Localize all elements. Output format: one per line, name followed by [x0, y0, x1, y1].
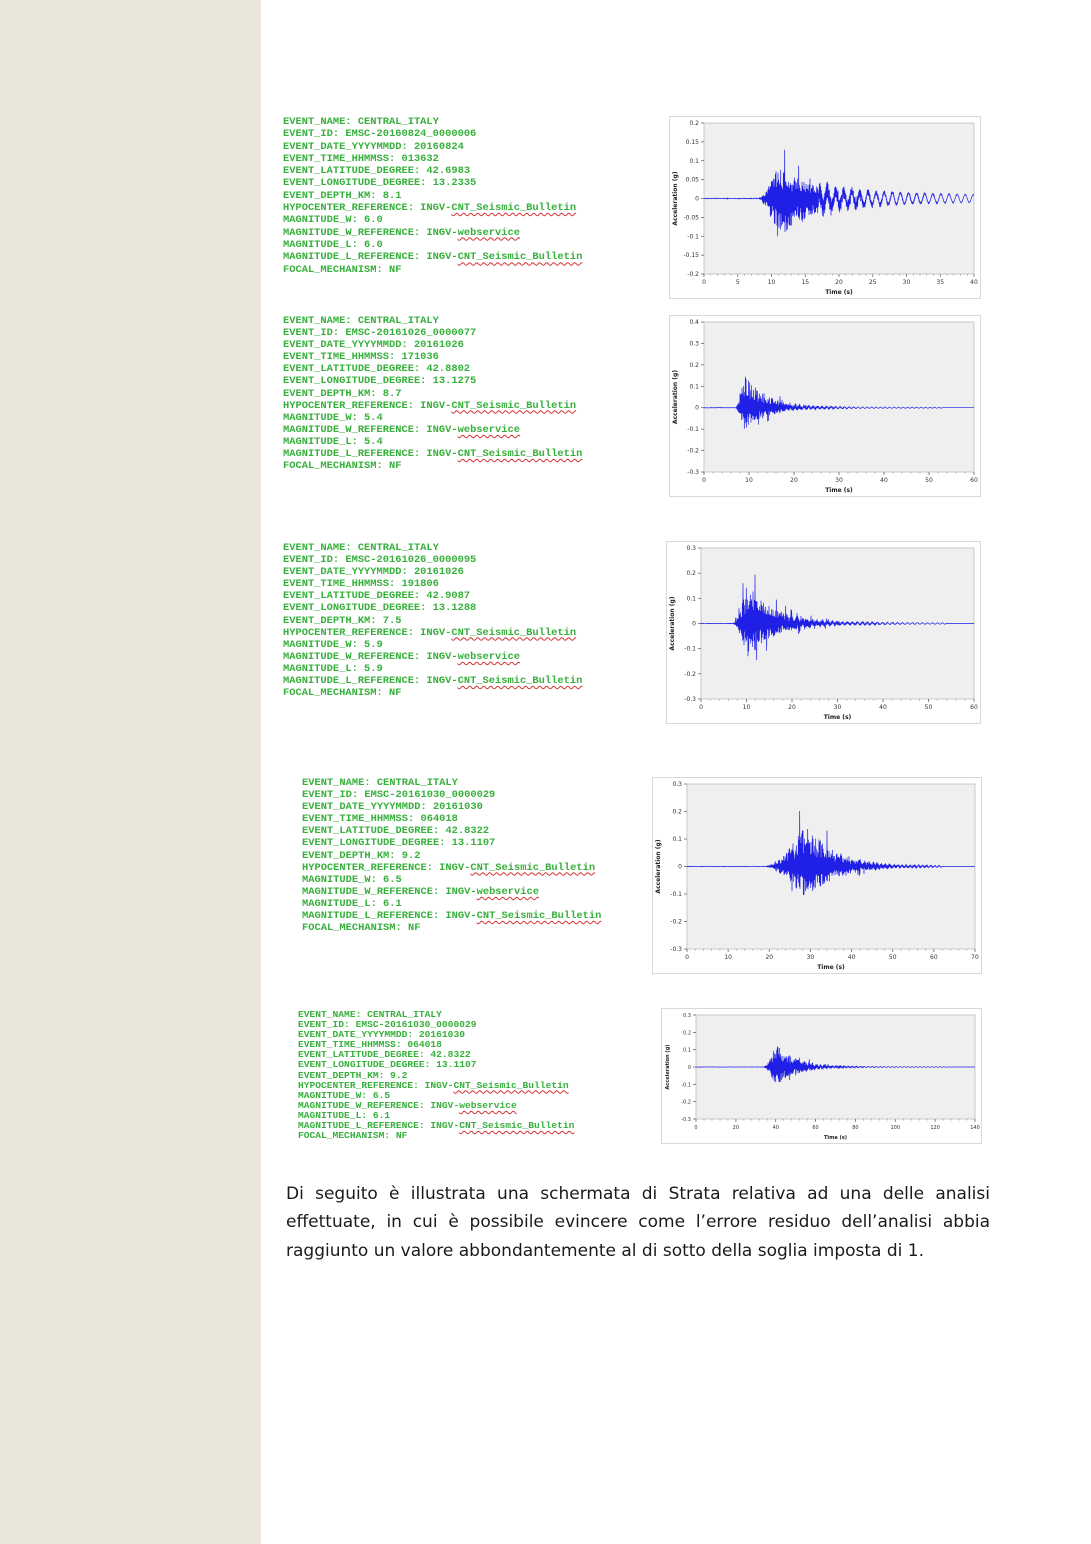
event-field: [283, 375, 582, 387]
x-tick-label: 60: [970, 704, 978, 711]
chart-svg: [662, 1009, 981, 1143]
y-tick-label: 0.15: [685, 138, 699, 146]
event-field: [283, 651, 582, 663]
x-tick-label: 60: [930, 954, 938, 961]
event-field-text: FOCAL_MECHANISM: NF: [302, 922, 421, 935]
x-tick-label: 0: [694, 1125, 698, 1131]
event-field: [283, 663, 582, 675]
event-field-text: EVENT_DEPTH_KM: 8.1: [283, 189, 402, 202]
x-tick-label: 70: [971, 954, 979, 961]
event-field-text: HYPOCENTER_REFERENCE: INGV-: [302, 861, 471, 874]
y-tick-label: -0.1: [687, 233, 699, 241]
x-tick-label: 0: [702, 477, 706, 484]
x-tick-label: 40: [847, 954, 856, 961]
event-field-text: EVENT_LATITUDE_DEGREE: 42.8322: [298, 1049, 471, 1061]
event-field-text: FOCAL_MECHANISM: NF: [283, 460, 402, 473]
event-field: [283, 448, 582, 460]
accelerogram-chart-3: [666, 541, 981, 724]
event-field: [283, 578, 582, 590]
event-field-text: MAGNITUDE_W_REFERENCE: INGV-: [298, 1099, 460, 1111]
event-field-text: MAGNITUDE_L_REFERENCE: INGV-: [302, 910, 477, 923]
event-field: [302, 825, 601, 837]
event-field-text: EVENT_NAME: CENTRAL_ITALY: [302, 777, 458, 789]
x-tick-label: 40: [879, 704, 887, 711]
y-axis-title: Acceleration (g): [672, 171, 679, 226]
y-tick-label: -0.3: [684, 696, 696, 703]
x-tick-label: 35: [936, 279, 945, 286]
x-tick-label: 5: [735, 279, 740, 286]
event-field-text: MAGNITUDE_L: 6.0: [283, 238, 383, 251]
event-field: [302, 886, 601, 898]
event-field-text: FOCAL_MECHANISM: NF: [283, 687, 402, 700]
event-field: [283, 251, 582, 263]
accelerogram-chart-2: [669, 315, 981, 497]
y-tick-label: 0.3: [689, 340, 699, 348]
y-tick-label: -0.1: [684, 645, 696, 653]
event-field: [283, 460, 582, 472]
x-tick-label: 0: [685, 954, 689, 961]
event-metadata-1: [283, 116, 582, 276]
event-field-text: EVENT_LONGITUDE_DEGREE: 13.2335: [283, 177, 477, 190]
y-tick-label: 0.2: [689, 120, 699, 127]
event-field-text: EVENT_DEPTH_KM: 9.2: [302, 849, 421, 862]
event-field-reference: webservice: [457, 650, 520, 663]
chart-svg: [667, 542, 980, 723]
event-field-text: MAGNITUDE_L_REFERENCE: INGV-: [298, 1120, 460, 1132]
event-field-text: MAGNITUDE_L: 6.1: [298, 1109, 391, 1121]
y-tick-label: -0.2: [670, 918, 682, 926]
x-tick-label: 40: [880, 477, 888, 484]
event-field: [283, 116, 582, 128]
x-tick-label: 0: [702, 279, 706, 286]
event-field: [302, 898, 601, 910]
y-tick-label: 0.4: [689, 319, 699, 326]
page-sidebar: [0, 0, 261, 1544]
event-field-text: EVENT_DATE_YYYYMMDD: 20161026: [283, 566, 464, 579]
y-tick-label: 0: [692, 620, 696, 628]
y-tick-label: 0.1: [689, 157, 699, 165]
event-field-text: MAGNITUDE_W_REFERENCE: INGV-: [302, 885, 477, 898]
event-field: [283, 327, 582, 339]
y-tick-label: 0: [678, 863, 682, 871]
y-tick-label: 0.3: [686, 545, 696, 552]
y-tick-label: -0.1: [687, 426, 699, 434]
event-field: [302, 910, 601, 922]
event-field: [283, 639, 582, 651]
event-field: [283, 400, 582, 412]
event-field-text: MAGNITUDE_L_REFERENCE: INGV-: [283, 448, 458, 461]
y-tick-label: -0.05: [683, 214, 699, 222]
y-tick-label: 0.3: [683, 1013, 691, 1019]
x-tick-label: 30: [835, 477, 843, 484]
accelerogram-chart-1: [669, 116, 981, 299]
event-field-text: EVENT_NAME: CENTRAL_ITALY: [283, 116, 439, 128]
event-field: [283, 339, 582, 351]
event-field-text: MAGNITUDE_L: 5.4: [283, 435, 383, 448]
event-field: [283, 190, 582, 202]
x-tick-label: 10: [767, 279, 776, 286]
event-field: [302, 862, 601, 874]
x-tick-label: 15: [801, 279, 810, 286]
y-tick-label: -0.2: [687, 271, 699, 278]
y-tick-label: 0.2: [683, 1030, 691, 1037]
event-field: [302, 874, 601, 886]
event-field: [283, 239, 582, 251]
x-tick-label: 20: [788, 704, 796, 711]
event-field-text: EVENT_ID: EMSC-20161026_0000095: [283, 554, 477, 567]
event-field: [283, 590, 582, 602]
event-field-reference: CNT_Seismic_Bulletin: [451, 202, 577, 215]
event-field: [283, 128, 582, 140]
event-field-reference: CNT_Seismic_Bulletin: [457, 251, 583, 264]
event-field: [283, 351, 582, 363]
event-field: [283, 227, 582, 239]
x-axis-title: Time (s): [825, 289, 853, 296]
event-field-text: FOCAL_MECHANISM: NF: [283, 263, 402, 276]
event-field-reference: CNT_Seismic_Bulletin: [451, 626, 577, 639]
y-tick-label: -0.1: [670, 891, 682, 898]
event-field: [298, 1131, 574, 1141]
x-tick-label: 30: [902, 279, 911, 286]
event-field-text: EVENT_TIME_HHMMSS: 064018: [302, 813, 458, 826]
event-field-text: MAGNITUDE_W: 5.4: [283, 411, 383, 424]
x-tick-label: 60: [970, 477, 978, 484]
event-field-reference: CNT_Seismic_Bulletin: [457, 675, 583, 688]
event-field: [302, 922, 601, 934]
event-field-text: EVENT_LONGITUDE_DEGREE: 13.1275: [283, 375, 477, 388]
x-tick-label: 40: [772, 1125, 779, 1131]
event-field-text: HYPOCENTER_REFERENCE: INGV-: [298, 1079, 454, 1091]
y-tick-label: 0.2: [689, 361, 699, 369]
x-tick-label: 60: [812, 1125, 819, 1131]
accelerogram-chart-4: [652, 777, 982, 974]
x-tick-label: 140: [970, 1125, 980, 1131]
chart-svg: [670, 316, 980, 496]
y-axis-title: Acceleration (g): [665, 1044, 671, 1090]
event-field-text: EVENT_LATITUDE_DEGREE: 42.6983: [283, 165, 471, 178]
event-field-text: EVENT_ID: EMSC-20160824_0000006: [283, 128, 477, 141]
x-tick-label: 20: [790, 477, 798, 484]
event-field: [283, 264, 582, 276]
y-tick-label: 0.05: [685, 176, 699, 184]
event-field-text: EVENT_TIME_HHMMSS: 064018: [298, 1039, 442, 1051]
event-field: [302, 789, 601, 801]
event-field: [283, 165, 582, 177]
event-field-text: MAGNITUDE_W_REFERENCE: INGV-: [283, 650, 458, 663]
event-field-reference: CNT_Seismic_Bulletin: [451, 399, 577, 412]
x-tick-label: 0: [699, 704, 703, 711]
x-tick-label: 100: [890, 1125, 901, 1131]
x-tick-label: 10: [742, 704, 751, 711]
event-field-reference: CNT_Seismic_Bulletin: [457, 448, 583, 461]
x-axis-title: Time (s): [823, 1135, 848, 1141]
x-tick-label: 40: [970, 279, 978, 286]
event-field-text: MAGNITUDE_L: 6.1: [302, 897, 402, 910]
x-axis-title: Time (s): [823, 714, 852, 721]
event-field: [283, 424, 582, 436]
event-field-reference: CNT_Seismic_Bulletin: [476, 910, 602, 923]
event-field: [283, 214, 582, 226]
event-field-text: EVENT_ID: EMSC-20161026_0000077: [283, 327, 477, 340]
y-tick-label: 0: [695, 195, 699, 203]
x-axis-title: Time (s): [817, 964, 845, 971]
chart-svg: [653, 778, 981, 973]
y-tick-label: -0.2: [687, 447, 699, 455]
y-tick-label: 0.3: [672, 781, 682, 788]
x-tick-label: 25: [868, 279, 877, 286]
event-field: [283, 675, 582, 687]
event-field-text: MAGNITUDE_W_REFERENCE: INGV-: [283, 423, 458, 436]
event-field-text: EVENT_LATITUDE_DEGREE: 42.8322: [302, 825, 490, 838]
event-field-text: EVENT_TIME_HHMMSS: 191806: [283, 578, 439, 591]
y-axis-title: Acceleration (g): [655, 839, 662, 894]
y-tick-label: -0.2: [684, 670, 696, 678]
event-field-reference: webservice: [476, 885, 539, 898]
x-tick-label: 10: [745, 477, 753, 484]
event-field-text: EVENT_DEPTH_KM: 9.2: [298, 1069, 408, 1081]
x-tick-label: 20: [732, 1125, 740, 1131]
event-field-text: EVENT_DEPTH_KM: 8.7: [283, 387, 402, 400]
event-field-text: MAGNITUDE_L_REFERENCE: INGV-: [283, 675, 458, 688]
event-field: [283, 177, 582, 189]
event-metadata-2: [283, 315, 582, 472]
y-tick-label: -0.15: [683, 252, 699, 260]
x-tick-label: 20: [835, 279, 843, 286]
event-field-text: EVENT_NAME: CENTRAL_ITALY: [283, 315, 439, 327]
chart-svg: [670, 117, 980, 298]
body-paragraph: Di seguito è illustrata una schermata di Strata relativa ad una delle analisi effettuate, in cui è possibile evincere come l’errore residuo dell’analisi abbia raggiunto un valore abbondantemente al di sotto della soglia imposta di 1.: [286, 1184, 990, 1261]
event-field: [283, 566, 582, 578]
y-tick-label: 0.1: [686, 595, 696, 603]
event-field-text: EVENT_NAME: CENTRAL_ITALY: [283, 542, 439, 554]
event-field-text: EVENT_LATITUDE_DEGREE: 42.8802: [283, 363, 471, 376]
x-tick-label: 50: [925, 477, 933, 484]
event-field-text: EVENT_DATE_YYYYMMDD: 20161026: [283, 339, 464, 352]
y-tick-label: 0.1: [672, 836, 682, 843]
y-tick-label: 0.1: [689, 383, 699, 391]
event-field-text: EVENT_ID: EMSC-20161030_0000029: [302, 789, 496, 802]
event-field-text: EVENT_DEPTH_KM: 7.5: [283, 614, 402, 627]
x-tick-label: 30: [806, 954, 815, 961]
event-field-text: EVENT_LATITUDE_DEGREE: 42.9087: [283, 590, 471, 603]
event-field-text: EVENT_DATE_YYYYMMDD: 20160824: [283, 140, 464, 153]
event-field-reference: CNT_Seismic_Bulletin: [470, 861, 596, 874]
event-metadata-4: [302, 777, 601, 934]
event-field-text: MAGNITUDE_W: 5.9: [283, 638, 383, 651]
event-field: [283, 436, 582, 448]
event-field-text: EVENT_ID: EMSC-20161030_0000029: [298, 1019, 477, 1031]
x-tick-label: 50: [888, 954, 897, 961]
event-field-reference: webservice: [457, 226, 520, 239]
event-field-text: EVENT_DATE_YYYYMMDD: 20161030: [298, 1029, 465, 1041]
event-field: [302, 837, 601, 849]
event-field: [302, 813, 601, 825]
event-field: [302, 850, 601, 862]
event-field-reference: CNT_Seismic_Bulletin: [459, 1120, 575, 1132]
event-field: [283, 412, 582, 424]
event-field-text: FOCAL_MECHANISM: NF: [298, 1130, 408, 1142]
event-field: [302, 801, 601, 813]
event-field: [283, 602, 582, 614]
y-tick-label: 0.2: [672, 808, 682, 816]
event-field: [283, 153, 582, 165]
y-tick-label: -0.3: [687, 469, 699, 476]
event-field-text: EVENT_LONGITUDE_DEGREE: 13.1107: [298, 1059, 477, 1071]
y-tick-label: 0.1: [683, 1047, 691, 1054]
y-tick-label: 0.2: [686, 570, 696, 578]
y-axis-title: Acceleration (g): [672, 369, 679, 425]
y-axis-title: Acceleration (g): [669, 596, 676, 651]
event-field-reference: webservice: [459, 1099, 517, 1111]
y-tick-label: -0.3: [681, 1117, 691, 1123]
event-field: [283, 388, 582, 400]
y-tick-label: -0.3: [670, 946, 682, 953]
y-tick-label: 0: [695, 404, 699, 412]
x-tick-label: 10: [724, 954, 732, 961]
event-field: [283, 315, 582, 327]
event-field-text: HYPOCENTER_REFERENCE: INGV-: [283, 202, 452, 215]
event-field-text: MAGNITUDE_W: 6.5: [298, 1089, 391, 1101]
event-field-text: MAGNITUDE_W: 6.5: [302, 873, 402, 886]
event-field-text: MAGNITUDE_L_REFERENCE: INGV-: [283, 251, 458, 264]
event-field-text: HYPOCENTER_REFERENCE: INGV-: [283, 399, 452, 412]
event-field-text: EVENT_LONGITUDE_DEGREE: 13.1288: [283, 602, 477, 615]
y-tick-label: 0: [687, 1065, 691, 1071]
y-tick-label: -0.1: [681, 1082, 691, 1089]
y-tick-label: -0.2: [681, 1099, 691, 1106]
event-field: [302, 777, 601, 789]
event-field: [283, 627, 582, 639]
event-metadata-5: [298, 1010, 574, 1141]
x-tick-label: 50: [924, 704, 933, 711]
x-tick-label: 30: [833, 704, 842, 711]
event-field: [283, 363, 582, 375]
x-tick-label: 80: [852, 1125, 859, 1131]
accelerogram-chart-5: [661, 1008, 982, 1144]
event-field: [283, 542, 582, 554]
event-field: [283, 202, 582, 214]
event-field-text: EVENT_NAME: CENTRAL_ITALY: [298, 1009, 442, 1020]
x-axis-title: Time (s): [825, 487, 853, 494]
event-field-text: MAGNITUDE_L: 5.9: [283, 662, 383, 675]
x-tick-label: 120: [930, 1125, 940, 1131]
event-field-text: EVENT_TIME_HHMMSS: 013632: [283, 152, 439, 165]
event-field-text: HYPOCENTER_REFERENCE: INGV-: [283, 626, 452, 639]
event-field-text: MAGNITUDE_W: 6.0: [283, 214, 383, 227]
event-field: [283, 687, 582, 699]
event-field-text: MAGNITUDE_W_REFERENCE: INGV-: [283, 226, 458, 239]
event-field-reference: CNT_Seismic_Bulletin: [453, 1079, 569, 1091]
event-field: [283, 554, 582, 566]
event-field-reference: webservice: [457, 423, 520, 436]
event-field: [283, 141, 582, 153]
event-field-text: EVENT_LONGITUDE_DEGREE: 13.1107: [302, 837, 496, 850]
event-field: [283, 615, 582, 627]
x-tick-label: 20: [765, 954, 774, 961]
event-metadata-3: [283, 542, 582, 699]
event-field-text: EVENT_TIME_HHMMSS: 171036: [283, 351, 439, 364]
event-field-text: EVENT_DATE_YYYYMMDD: 20161030: [302, 801, 483, 814]
